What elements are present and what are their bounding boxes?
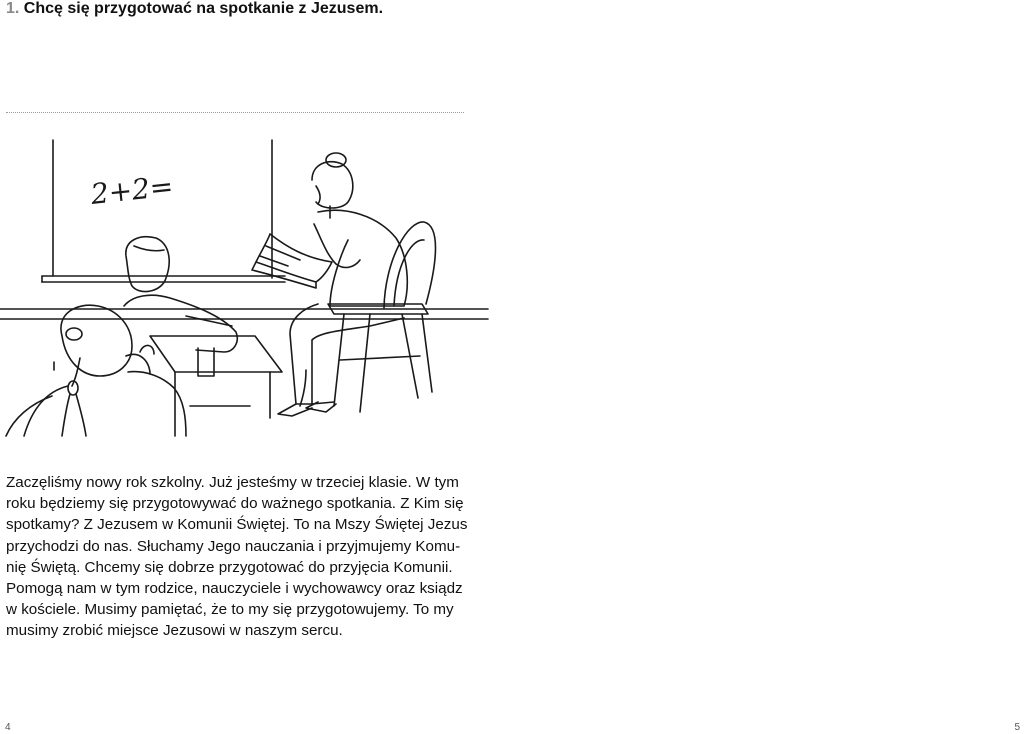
body-line: w kościele. Musimy pamiętać, że to my się przygotowujemy. To my <box>6 601 454 619</box>
body-line: przychodzi do nas. Słuchamy Jego nauczania i przyjmujemy Komu- <box>6 537 461 555</box>
exercise-number: 1. <box>6 0 20 17</box>
chalkboard <box>42 140 285 282</box>
body-line: Zaczęliśmy nowy rok szkolny. Już jesteśmy w trzeciej klasie. W tym <box>6 474 459 491</box>
body-line: spotkamy? Z Jezusem w Komunii Świętej. To na Mszy Świętej Jezus <box>6 516 468 534</box>
exercise-title: Chcę się przygotować na spotkanie z Jezusem. <box>23 0 384 17</box>
body-line: nię Świętą. Chcemy się dobrze przygotować do przyjęcia Komunii. <box>6 558 453 576</box>
right-page <box>512 0 1024 734</box>
body-line: roku będziemy się przygotowywać do ważnego spotkania. Z Kim się <box>6 495 464 513</box>
board-equation: 2+2= <box>89 169 175 211</box>
open-book <box>252 234 332 288</box>
page-number-left: 4 <box>5 722 11 733</box>
boy-student <box>124 237 237 352</box>
teacher-figure <box>278 153 407 416</box>
body-line: Pomogą nam w tym rodzice, nauczyciele i wychowawcy oraz ksiądz <box>6 580 463 598</box>
girl-student <box>6 305 186 436</box>
page-number-right: 5 <box>1014 722 1020 733</box>
body-paragraph <box>6 472 468 642</box>
answer-line[interactable] <box>6 112 464 113</box>
exercise-heading <box>6 0 383 18</box>
classroom-illustration <box>0 136 490 440</box>
body-line: musimy zrobić miejsce Jezusowi w naszym sercu. <box>6 622 343 640</box>
